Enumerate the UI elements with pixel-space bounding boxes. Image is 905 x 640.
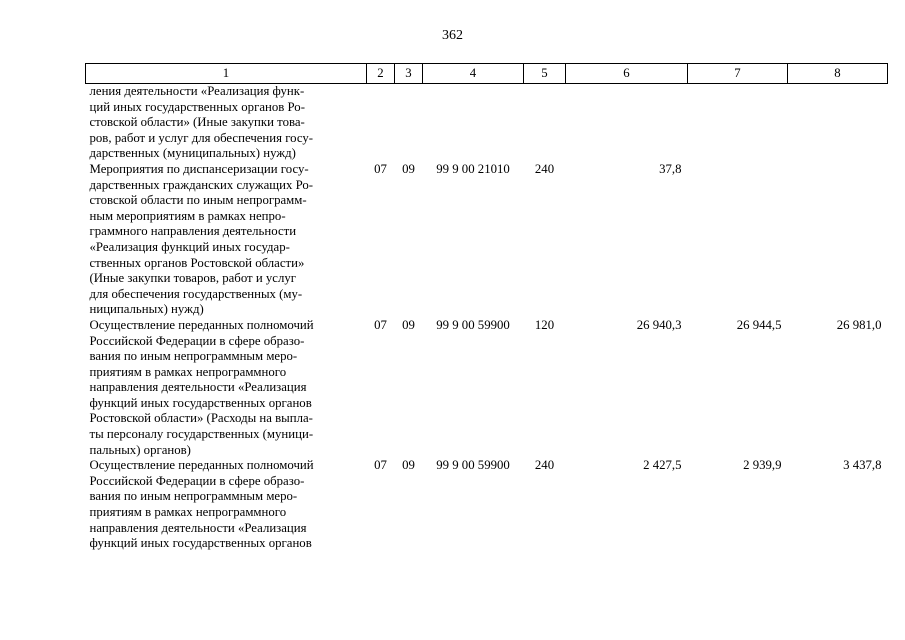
table-row bbox=[86, 318, 888, 458]
section-code bbox=[367, 84, 395, 162]
target-article-code: 99 9 00 59900 bbox=[436, 458, 510, 473]
column-header: 7 bbox=[688, 64, 788, 84]
amount-year-2 bbox=[688, 162, 788, 318]
amount-year-3 bbox=[788, 84, 888, 162]
target-article-code: 99 9 00 59900 bbox=[436, 317, 510, 332]
description-line: дарственных гражданских служащих Ро- bbox=[89, 177, 314, 192]
subsection-code: 09 bbox=[402, 161, 415, 176]
row-description bbox=[86, 458, 367, 552]
description-line: стовской области» (Иные закупки това- bbox=[89, 115, 305, 130]
subsection-code bbox=[395, 84, 423, 162]
description-line: пальных) органов) bbox=[89, 442, 191, 457]
table-header-row bbox=[86, 64, 888, 84]
amount-year-2: 26 944,5 bbox=[736, 317, 782, 332]
table-row bbox=[86, 84, 888, 162]
expense-type-code: 120 bbox=[534, 317, 555, 332]
row-description bbox=[86, 162, 367, 318]
description-line: ты персоналу государственных (муници- bbox=[89, 427, 314, 442]
description-line: Российской Федерации в сфере образо- bbox=[89, 333, 305, 348]
expense-type-code bbox=[524, 84, 566, 162]
description-line: Ростовской области» (Расходы на выпла- bbox=[89, 411, 313, 426]
description-line: вания по иным непрограммным меро- bbox=[89, 489, 298, 504]
column-header: 2 bbox=[367, 64, 395, 84]
section-code: 07 bbox=[374, 458, 387, 473]
description-line: дарственных (муниципальных) нужд) bbox=[89, 146, 296, 161]
description-line: ниципальных) нужд) bbox=[89, 302, 204, 317]
table-row bbox=[86, 458, 888, 552]
expense-type-code: 240 bbox=[534, 161, 555, 176]
description-line: Осуществление переданных полномочий bbox=[89, 458, 314, 473]
amount-year-1 bbox=[566, 84, 688, 162]
description-line: «Реализация функций иных государ- bbox=[89, 239, 290, 254]
column-header: 5 bbox=[524, 64, 566, 84]
amount-year-3: 3 437,8 bbox=[843, 458, 882, 473]
amount-year-3: 26 981,0 bbox=[836, 317, 882, 332]
budget-table bbox=[85, 63, 888, 552]
amount-year-3 bbox=[788, 162, 888, 318]
section-code: 07 bbox=[374, 161, 387, 176]
section-code: 07 bbox=[374, 317, 387, 332]
expense-type-code: 240 bbox=[534, 458, 555, 473]
column-header: 3 bbox=[395, 64, 423, 84]
description-line: ров, работ и услуг для обеспечения госу- bbox=[89, 130, 314, 145]
description-line: Мероприятия по диспансеризации госу- bbox=[89, 161, 309, 176]
target-article-code bbox=[423, 84, 524, 162]
description-line: ным мероприятиям в рамках непро- bbox=[89, 208, 286, 223]
description-line: направления деятельности «Реализация bbox=[89, 380, 307, 395]
description-line: приятиям в рамках непрограммного bbox=[89, 505, 287, 520]
subsection-code: 09 bbox=[402, 458, 415, 473]
amount-year-2: 2 939,9 bbox=[743, 458, 782, 473]
column-header: 8 bbox=[788, 64, 888, 84]
table-row bbox=[86, 162, 888, 318]
description-line: ций иных государственных органов Ро- bbox=[89, 99, 305, 114]
row-description bbox=[86, 318, 367, 458]
description-line: вания по иным непрограммным меро- bbox=[89, 349, 298, 364]
amount-year-1: 37,8 bbox=[659, 161, 682, 176]
column-header: 4 bbox=[423, 64, 524, 84]
description-line: Российской Федерации в сфере образо- bbox=[89, 473, 305, 488]
description-line: граммного направления деятельности bbox=[89, 224, 297, 239]
page-number: 362 bbox=[442, 28, 463, 43]
row-description bbox=[86, 84, 367, 162]
column-header: 1 bbox=[86, 64, 367, 84]
amount-year-2 bbox=[688, 84, 788, 162]
amount-year-1: 2 427,5 bbox=[643, 458, 682, 473]
description-line: ления деятельности «Реализация функ- bbox=[89, 84, 305, 98]
target-article-code: 99 9 00 21010 bbox=[436, 161, 510, 176]
description-line: ственных органов Ростовской области» bbox=[89, 255, 305, 270]
description-line: Осуществление переданных полномочий bbox=[89, 317, 314, 332]
description-line: приятиям в рамках непрограммного bbox=[89, 364, 287, 379]
description-line: для обеспечения государственных (му- bbox=[89, 286, 303, 301]
description-line: стовской области по иным непрограмм- bbox=[89, 193, 307, 208]
amount-year-1: 26 940,3 bbox=[636, 317, 682, 332]
column-header: 6 bbox=[566, 64, 688, 84]
subsection-code: 09 bbox=[402, 317, 415, 332]
description-line: (Иные закупки товаров, работ и услуг bbox=[89, 271, 296, 286]
description-line: функций иных государственных органов bbox=[89, 395, 312, 410]
description-line: направления деятельности «Реализация bbox=[89, 520, 307, 535]
description-line: функций иных государственных органов bbox=[89, 536, 312, 551]
